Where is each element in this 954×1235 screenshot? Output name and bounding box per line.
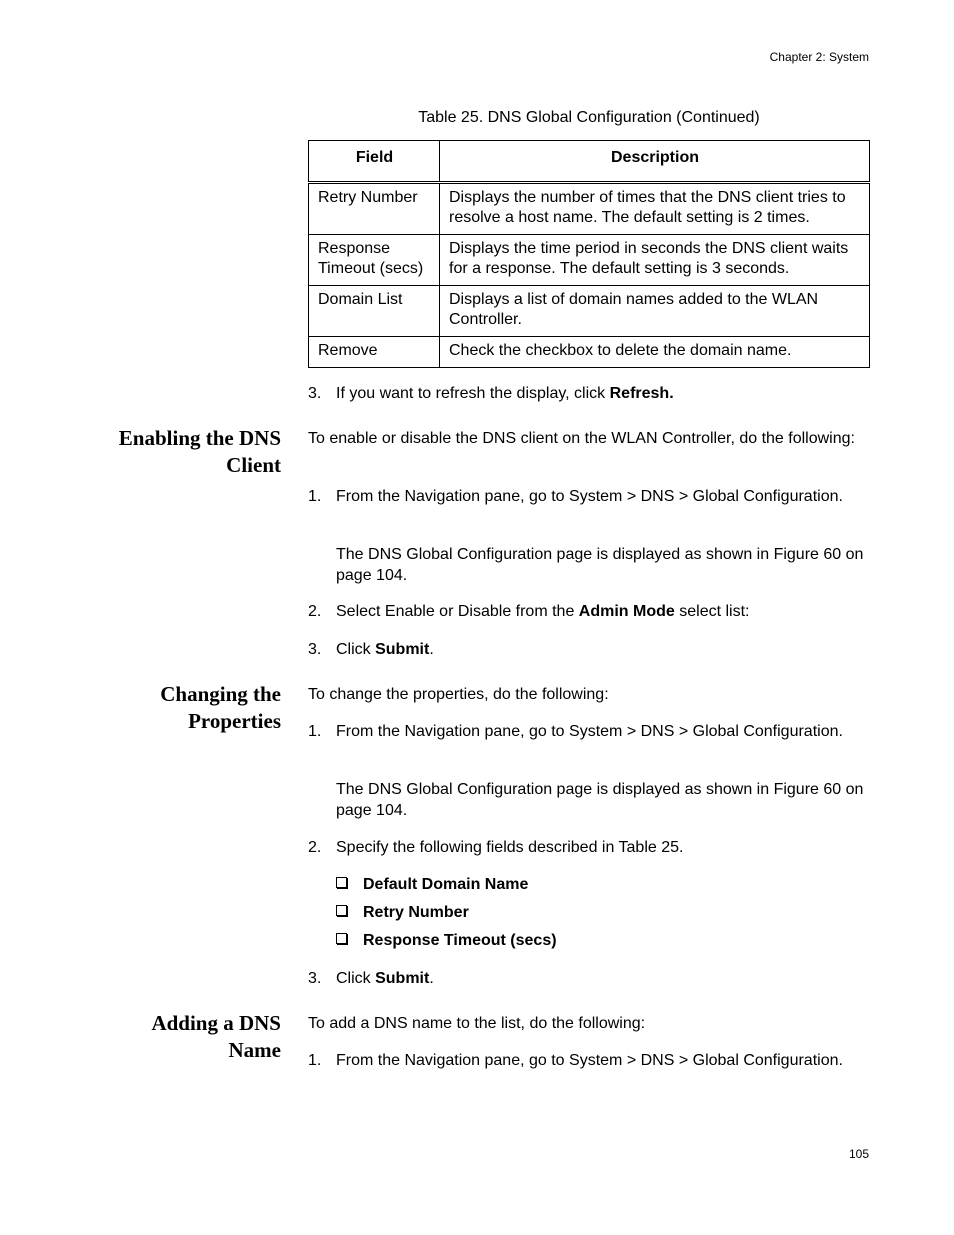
step-refresh [308,384,870,405]
step-text: Click [336,970,376,987]
step-text-end: . [429,970,434,987]
heading-line: Enabling the DNS [118,426,281,450]
heading-line: Changing the [160,682,281,706]
list-item [308,602,870,623]
step-text: Select Enable or Disable from the [336,603,579,620]
step-number: 2. [308,603,322,620]
step-note [308,780,870,821]
bullet-item [336,875,528,895]
heading-line: Properties [188,709,281,733]
description-cell: Displays a list of domain names added to the WLAN Controller. [440,286,870,337]
column-header-description: Description [440,141,870,183]
table-row [309,183,870,235]
checkbox-bullet-icon [336,933,347,944]
table-row [309,286,870,337]
field-cell: Retry Number [309,183,440,235]
step-number: 1. [308,488,322,505]
step-bold: Submit [375,641,430,658]
column-header-field: Field [309,141,440,183]
step-text: From the Navigation pane, go to System > DNS > Global Configuration. [336,488,843,505]
note-text: The DNS Global Configuration page is displayed as shown in Figure 60 on page 104. [336,781,864,819]
step-text-end: . [429,641,434,658]
list-item [308,838,870,859]
bullet-text: Retry Number [363,904,469,921]
checkbox-bullet-icon [336,877,347,888]
field-cell: Remove [309,337,440,368]
bullet-text: Response Timeout (secs) [363,932,557,949]
heading-line: Client [226,453,281,477]
step-number: 1. [308,1052,322,1069]
step-number: 2. [308,839,322,856]
heading-line: Name [228,1038,281,1062]
field-cell: Response Timeout (secs) [309,235,440,286]
list-item [308,487,870,508]
step-number: 3. [308,385,322,402]
step-text: From the Navigation pane, go to System > DNS > Global Configuration. [336,1052,843,1069]
list-item [308,969,870,990]
field-cell: Domain List [309,286,440,337]
step-bold: Refresh. [609,385,674,402]
step-text: If you want to refresh the display, click [336,385,610,402]
step-text: From the Navigation pane, go to System > DNS > Global Configuration. [336,723,843,740]
section-intro: To add a DNS name to the list, do the following: [308,1015,646,1032]
section-intro: To enable or disable the DNS client on the WLAN Controller, do the following: [308,430,855,447]
list-item [308,1051,870,1072]
running-header: Chapter 2: System [769,50,869,64]
bullet-item [336,931,557,951]
list-item [308,640,870,661]
step-text-end: select list: [674,603,750,620]
step-note [308,545,870,586]
step-number: 3. [308,970,322,987]
list-item [308,722,870,743]
table-row [309,235,870,286]
bullet-text: Default Domain Name [363,876,529,893]
note-text: The DNS Global Configuration page is displayed as shown in Figure 60 on page 104. [336,546,864,584]
section-intro: To change the properties, do the following: [308,686,609,703]
step-number: 1. [308,723,322,740]
section-heading-enabling [60,425,281,479]
description-cell: Check the checkbox to delete the domain name. [440,337,870,368]
bullet-item [336,903,469,923]
step-number: 3. [308,641,322,658]
description-cell: Displays the time period in seconds the DNS client waits for a response. The default setting is 3 seconds. [440,235,870,286]
section-heading-adding [60,1010,281,1064]
table-row [309,337,870,368]
step-bold: Submit [375,970,430,987]
heading-line: Adding a DNS [151,1011,281,1035]
section-heading-changing [60,681,281,735]
step-text: Specify the following fields described in Table 25. [336,839,684,856]
dns-config-table [308,140,870,368]
checkbox-bullet-icon [336,905,347,916]
step-bold: Admin Mode [578,603,675,620]
step-text: Click [336,641,376,658]
table-caption: Table 25. DNS Global Configuration (Continued) [418,109,760,126]
table-header-row [309,141,870,183]
description-cell: Displays the number of times that the DNS client tries to resolve a host name. The default setting is 2 times. [440,183,870,235]
page-number: 105 [848,1147,869,1161]
